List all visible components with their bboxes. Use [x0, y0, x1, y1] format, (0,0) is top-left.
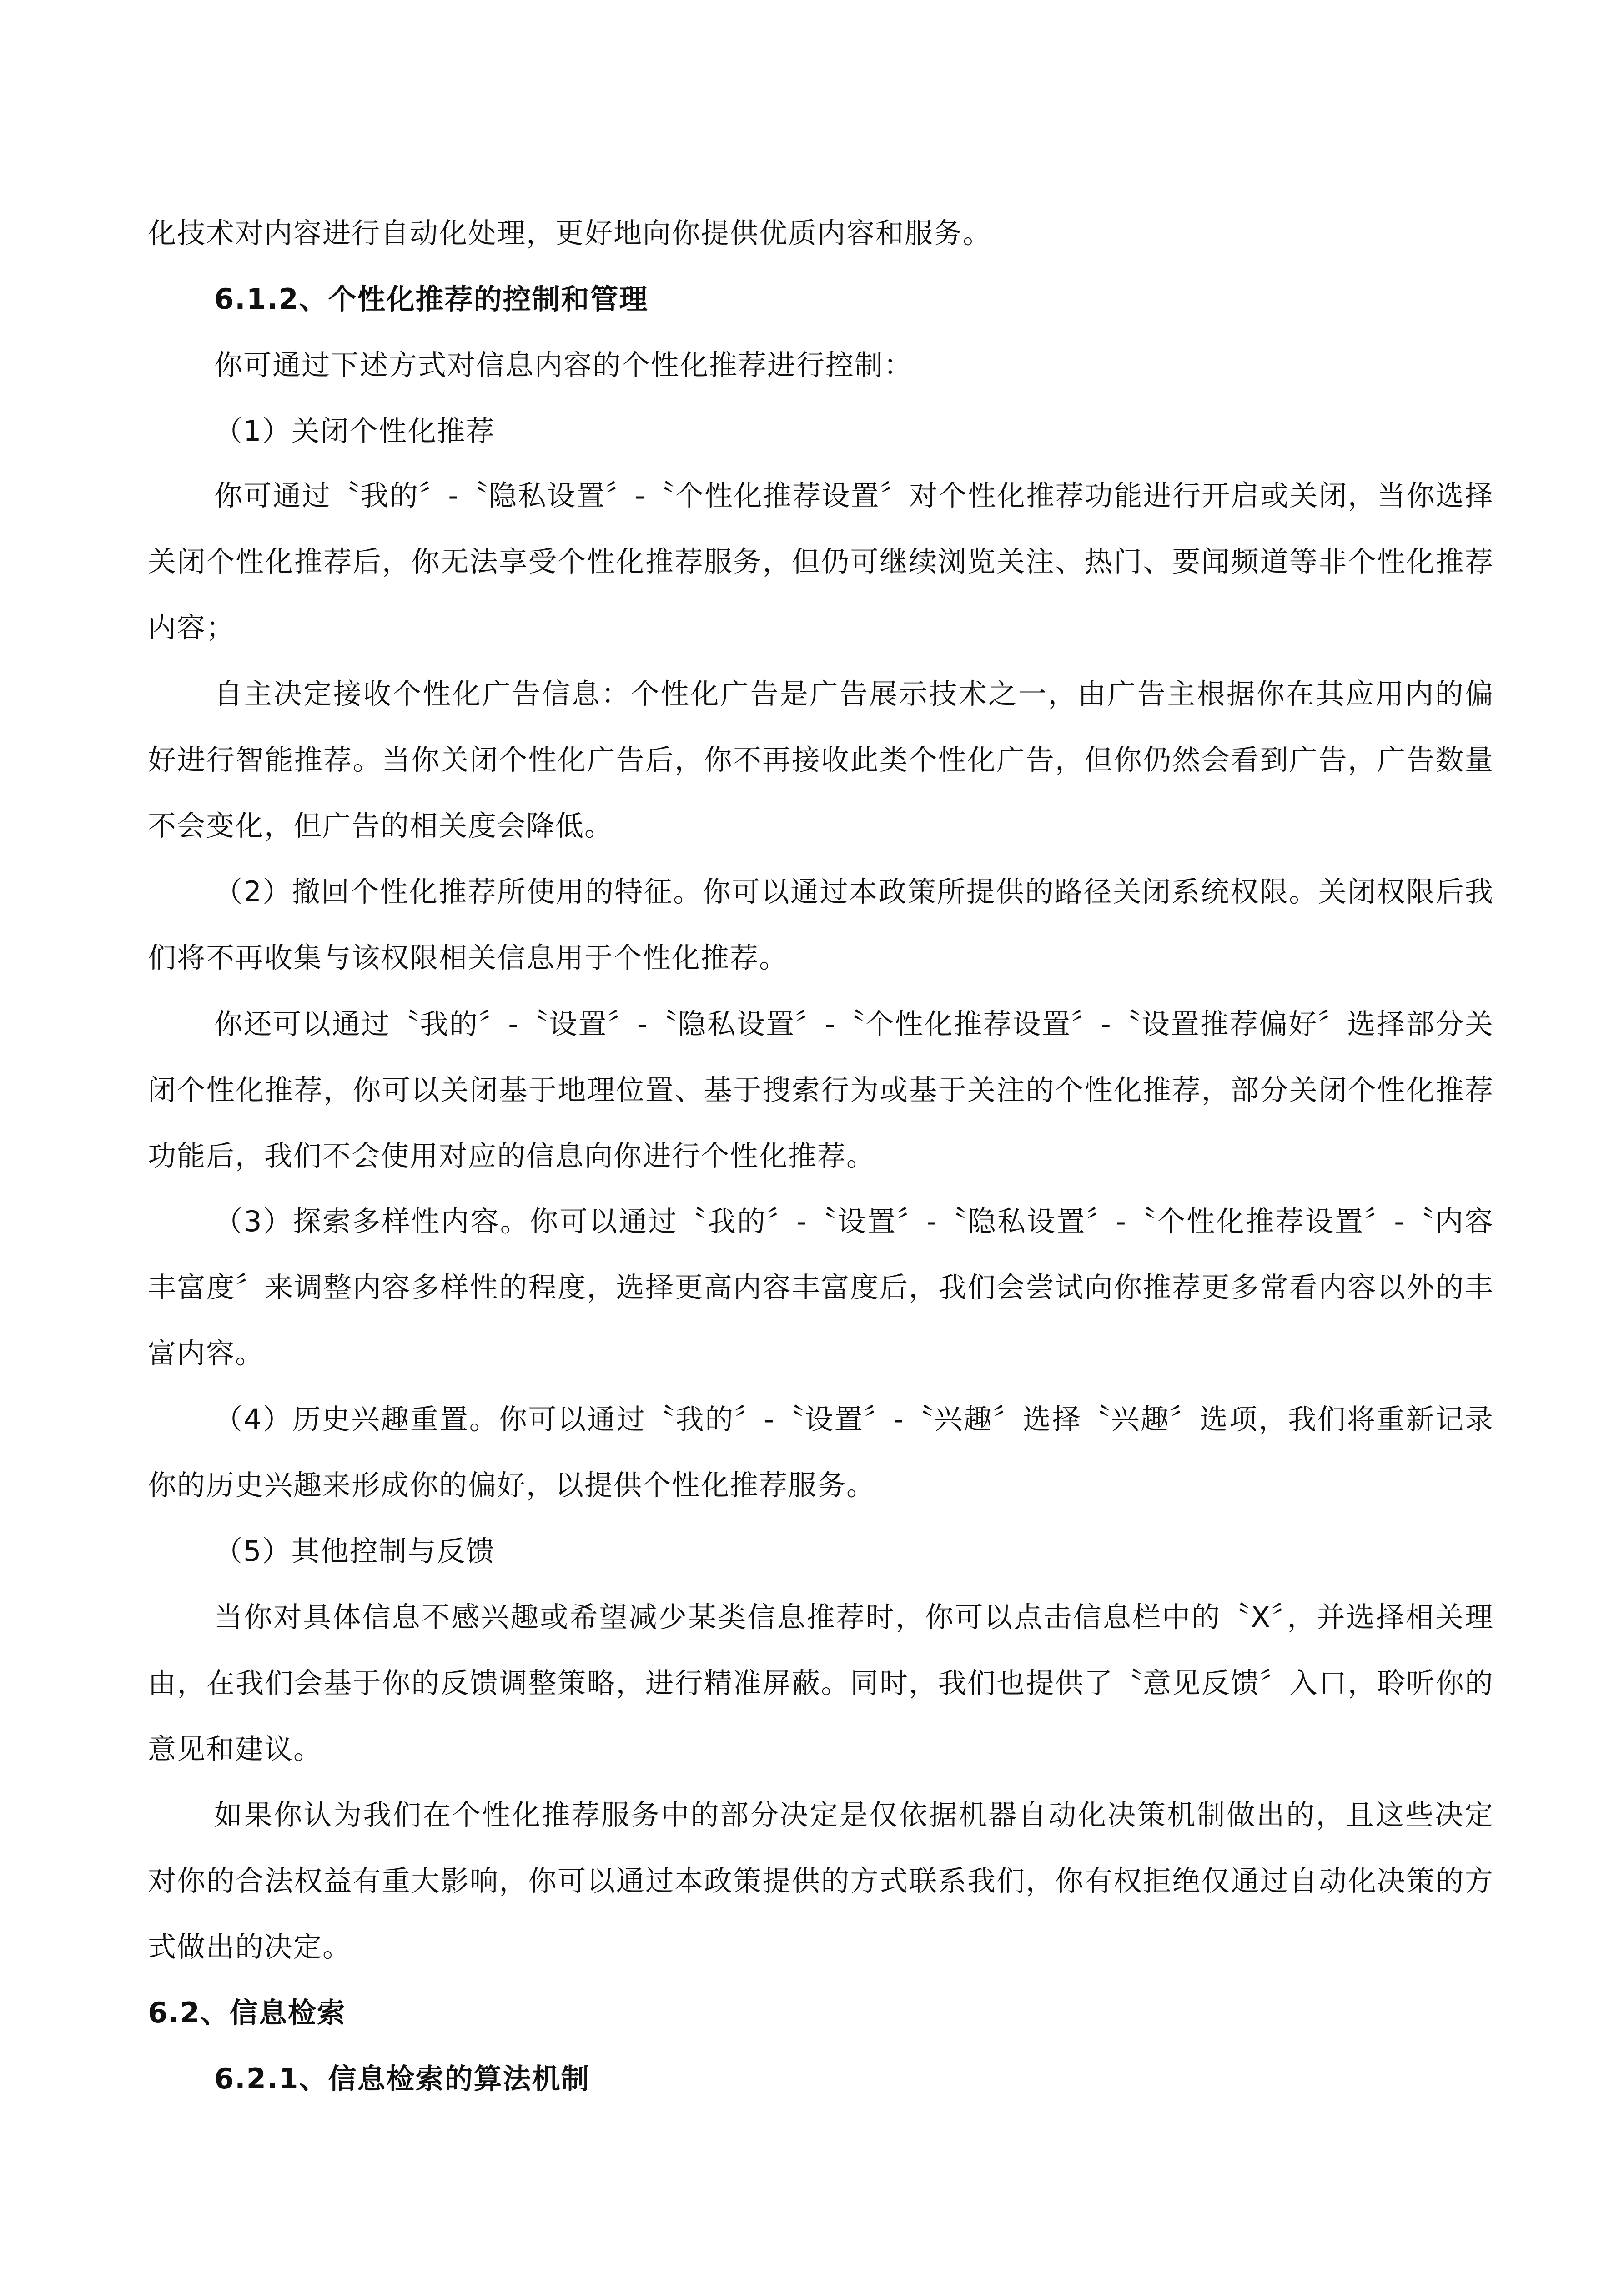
- partial-close-paragraph: 你还可以通过〝我的〞-〝设置〞-〝隐私设置〞-〝个性化推荐设置〞-〝设置推荐偏好〞选择部分关闭个性化推荐，你可以关闭基于地理位置、基于搜索行为或基于关注的个性化推荐，部分关闭个性化推荐功能后，我们不会使用对应的信息向你进行个性化推荐。: [148, 1007, 1494, 1172]
- close-recommendation-paragraph: 你可通过〝我的〞-〝隐私设置〞-〝个性化推荐设置〞对个性化推荐功能进行开启或关闭，当你选择关闭个性化推荐后，你无法享受个性化推荐服务，但仍可继续浏览关注、热门、要闻频道等非个性化推荐内容；: [148, 479, 1494, 644]
- item-4-paragraph: （4）历史兴趣重置。你可以通过〝我的〞-〝设置〞-〝兴趣〞选择〝兴趣〞选项，我们将重新记录你的历史兴趣来形成你的偏好，以提供个性化推荐服务。: [148, 1403, 1494, 1502]
- personalized-ads-paragraph: 自主决定接收个性化广告信息：个性化广告是广告展示技术之一，由广告主根据你在其应用内的偏好进行智能推荐。当你关闭个性化广告后，你不再接收此类个性化广告，但你仍然会看到广告，广告数量不会变化，但广告的相关度会降低。: [148, 677, 1494, 842]
- section-heading-6-1-2: 6.1.2、个性化推荐的控制和管理: [214, 282, 649, 316]
- item-5-title: （5）其他控制与反馈: [214, 1534, 495, 1568]
- refuse-automated-decision-paragraph: 如果你认为我们在个性化推荐服务中的部分决定是仅依据机器自动化决策机制做出的，且这些决定对你的合法权益有重大影响，你可以通过本政策提供的方式联系我们，你有权拒绝仅通过自动化决策的方式做出的决定。: [148, 1798, 1494, 1963]
- intro-paragraph: 你可通过下述方式对信息内容的个性化推荐进行控制：: [214, 348, 913, 382]
- section-heading-6-2-1: 6.2.1、信息检索的算法机制: [214, 2062, 590, 2095]
- continuation-paragraph: 化技术对内容进行自动化处理，更好地向你提供优质内容和服务。: [148, 216, 992, 250]
- feedback-paragraph: 当你对具体信息不感兴趣或希望减少某类信息推荐时，你可以点击信息栏中的〝X〞，并选择相关理由，在我们会基于你的反馈调整策略，进行精准屏蔽。同时，我们也提供了〝意见反馈〞入口，聆听你的意见和建议。: [148, 1600, 1494, 1766]
- item-2-paragraph: （2）撤回个性化推荐所使用的特征。你可以通过本政策所提供的路径关闭系统权限。关闭权限后我们将不再收集与该权限相关信息用于个性化推荐。: [148, 875, 1494, 974]
- item-1-title: （1）关闭个性化推荐: [214, 414, 495, 448]
- item-3-paragraph: （3）探索多样性内容。你可以通过〝我的〞-〝设置〞-〝隐私设置〞-〝个性化推荐设置〞-〝内容丰富度〞来调整内容多样性的程度，选择更高内容丰富度后，我们会尝试向你推荐更多常看内容以外的丰富内容。: [148, 1205, 1494, 1370]
- section-heading-6-2: 6.2、信息检索: [148, 1996, 346, 2029]
